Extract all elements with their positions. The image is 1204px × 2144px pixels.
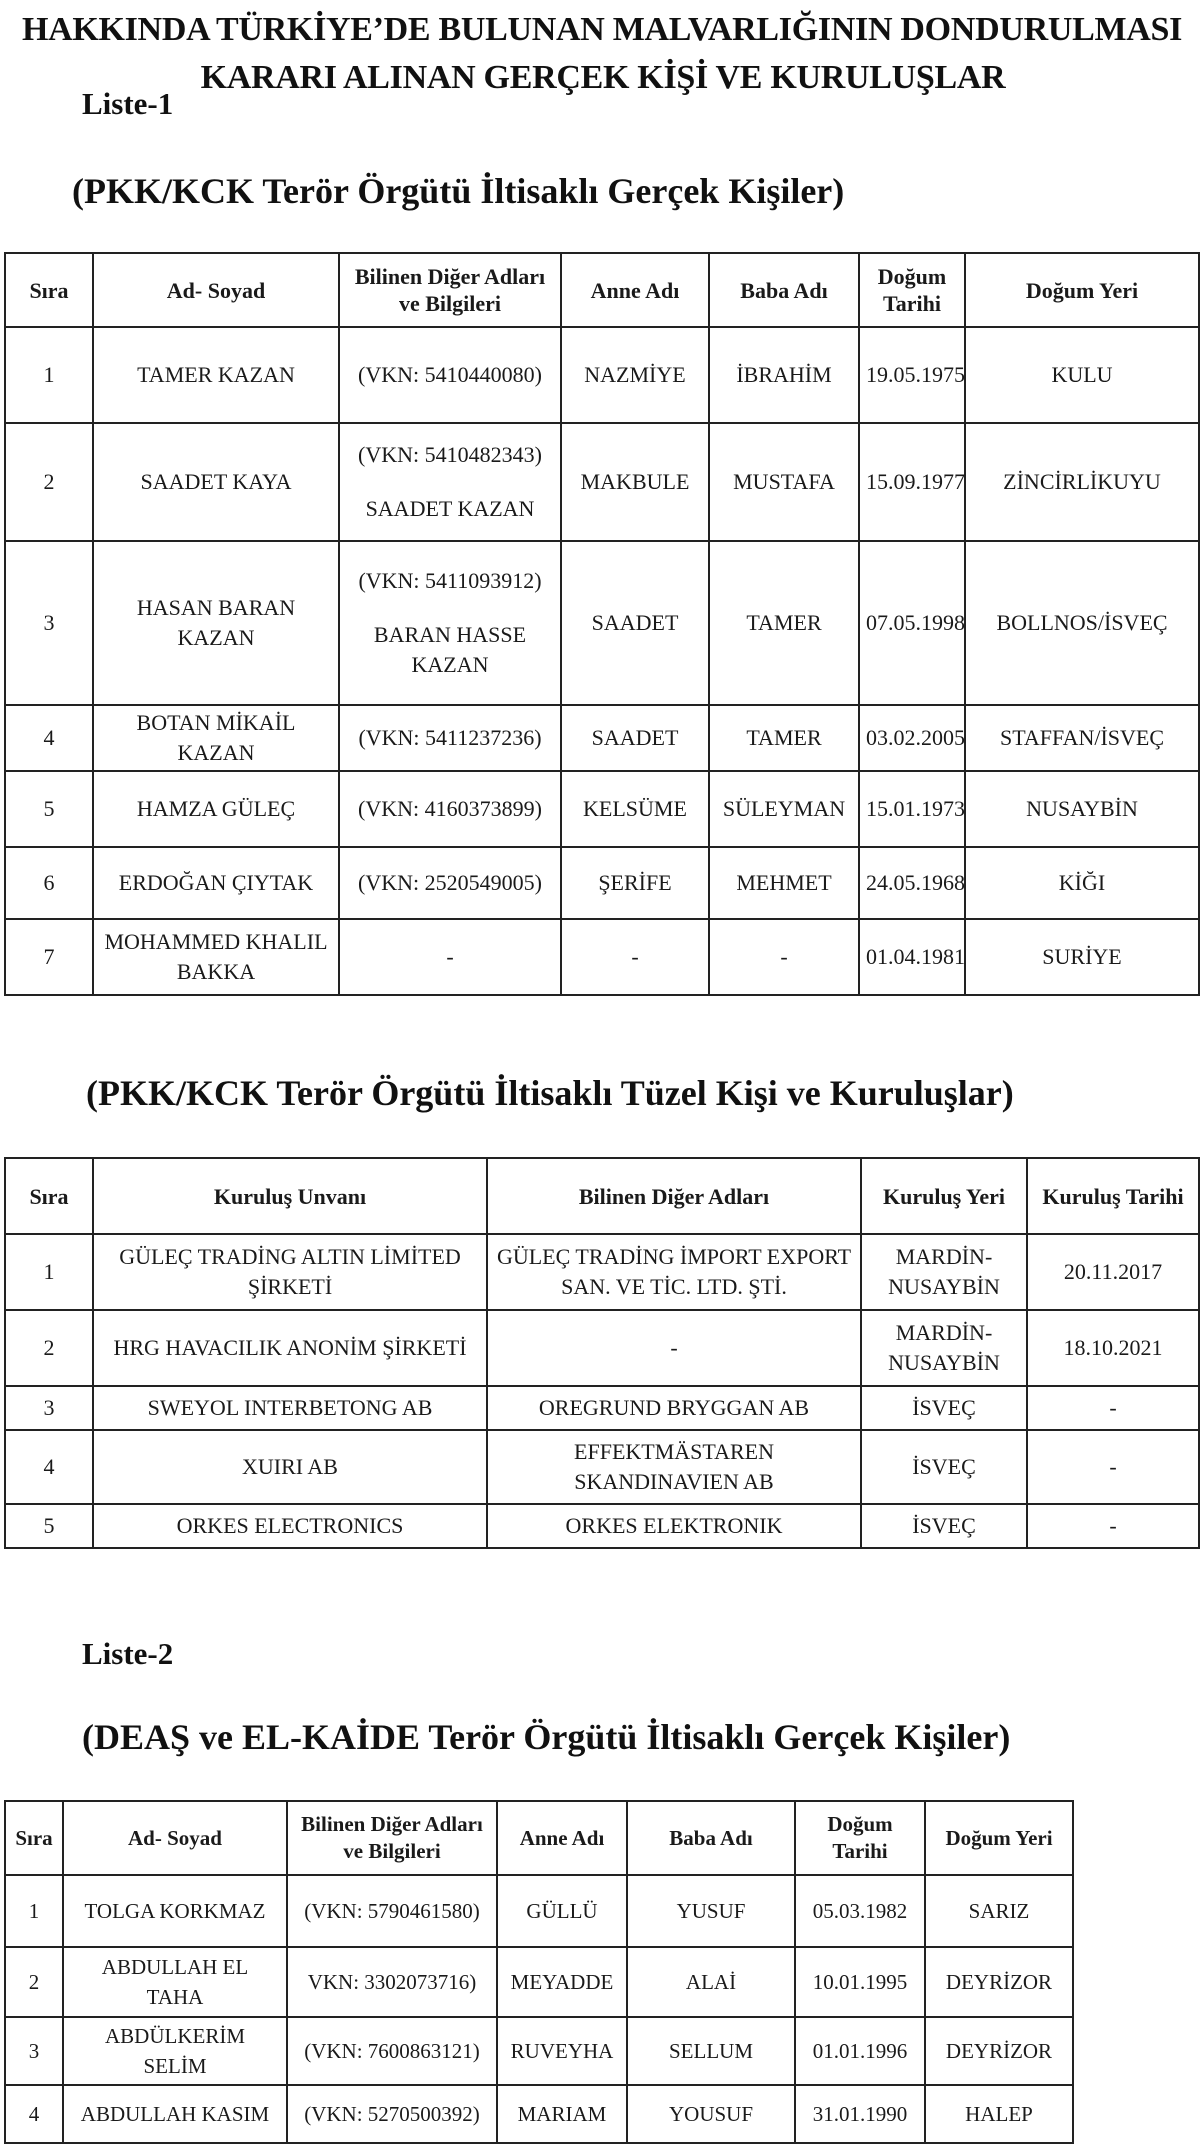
father-name: İBRAHİM <box>709 327 859 423</box>
row-number: 2 <box>5 1947 63 2017</box>
row-number: 5 <box>5 1504 93 1548</box>
col-header-place: Kuruluş Yeri <box>861 1158 1027 1234</box>
table-row <box>5 2085 1073 2143</box>
table-row <box>5 1430 1199 1504</box>
birth-place: DEYRİZOR <box>925 1947 1073 2017</box>
document-title-line-1: HAKKINDA TÜRKİYE’DE BULUNAN MALVARLIĞININ DONDURULMASI <box>21 11 1183 48</box>
persons-table-pkk <box>4 252 1200 996</box>
person-aliases-cell <box>339 541 561 705</box>
father-name: MEHMET <box>709 847 859 919</box>
row-number: 5 <box>5 771 93 847</box>
birth-date: 01.04.1981 <box>859 919 965 995</box>
col-header-sira: Sıra <box>5 1801 63 1875</box>
father-name: SÜLEYMAN <box>709 771 859 847</box>
col-header-aliases: Bilinen Diğer Adları ve Bilgileri <box>287 1801 497 1875</box>
birth-place: SARIZ <box>925 1875 1073 1947</box>
person-vkn: VKN: 3302073716) <box>287 1947 497 2017</box>
birth-place: HALEP <box>925 2085 1073 2143</box>
row-number: 7 <box>5 919 93 995</box>
birth-date: 31.01.1990 <box>795 2085 925 2143</box>
entity-date: - <box>1027 1430 1199 1504</box>
person-name: BOTAN MİKAİL KAZAN <box>93 705 339 771</box>
birth-place: SURİYE <box>965 919 1199 995</box>
birth-date: 15.09.1977 <box>859 423 965 541</box>
table-row <box>5 327 1199 423</box>
section-1-heading: (PKK/KCK Terör Örgütü İltisaklı Gerçek Kişiler) <box>72 171 845 211</box>
row-number: 1 <box>5 327 93 423</box>
entity-title: SWEYOL INTERBETONG AB <box>93 1386 487 1430</box>
father-name: TAMER <box>709 541 859 705</box>
person-vkn: (VKN: 5411237236) <box>339 705 561 771</box>
entity-place: MARDİN- NUSAYBİN <box>861 1234 1027 1310</box>
entity-place: MARDİN- NUSAYBİN <box>861 1310 1027 1386</box>
row-number: 4 <box>5 705 93 771</box>
col-header-name: Ad- Soyad <box>63 1801 287 1875</box>
list-2-label: Liste-2 <box>82 1636 174 1671</box>
person-vkn: (VKN: 7600863121) <box>287 2017 497 2085</box>
entity-title: GÜLEÇ TRADİNG ALTIN LİMİTED ŞİRKETİ <box>93 1234 487 1310</box>
col-header-mother: Anne Adı <box>497 1801 627 1875</box>
person-name: MOHAMMED KHALIL BAKKA <box>93 919 339 995</box>
person-name: TOLGA KORKMAZ <box>63 1875 287 1947</box>
mother-name: SAADET <box>561 705 709 771</box>
col-header-aliases: Bilinen Diğer Adları ve Bilgileri <box>339 253 561 327</box>
father-name: YOUSUF <box>627 2085 795 2143</box>
person-vkn: (VKN: 5790461580) <box>287 1875 497 1947</box>
person-vkn: (VKN: 5411093912) <box>358 568 542 593</box>
row-number: 6 <box>5 847 93 919</box>
entities-table-pkk <box>4 1157 1200 1549</box>
mother-name: MAKBULE <box>561 423 709 541</box>
col-header-pob: Doğum Yeri <box>925 1801 1073 1875</box>
entity-other-names: - <box>487 1310 861 1386</box>
person-vkn: (VKN: 5270500392) <box>287 2085 497 2143</box>
table-row <box>5 1875 1073 1947</box>
table-row <box>5 1234 1199 1310</box>
table-row <box>5 1947 1073 2017</box>
persons-table-deas <box>4 1800 1074 2144</box>
person-vkn: (VKN: 5410440080) <box>339 327 561 423</box>
col-header-name: Ad- Soyad <box>93 253 339 327</box>
birth-place: NUSAYBİN <box>965 771 1199 847</box>
father-name: ALAİ <box>627 1947 795 2017</box>
col-header-father: Baba Adı <box>627 1801 795 1875</box>
birth-date: 15.01.1973 <box>859 771 965 847</box>
document-title-line-2: KARARI ALINAN GERÇEK KİŞİ VE KURULUŞLAR <box>200 59 1006 96</box>
list-1-label: Liste-1 <box>82 86 174 121</box>
person-vkn: (VKN: 4160373899) <box>339 771 561 847</box>
col-header-father: Baba Adı <box>709 253 859 327</box>
mother-name: SAADET <box>561 541 709 705</box>
birth-place: KULU <box>965 327 1199 423</box>
birth-date: 24.05.1968 <box>859 847 965 919</box>
table-row <box>5 2017 1073 2085</box>
person-name: ABDULLAH EL TAHA <box>63 1947 287 2017</box>
col-header-sira: Sıra <box>5 253 93 327</box>
row-number: 4 <box>5 2085 63 2143</box>
person-name: TAMER KAZAN <box>93 327 339 423</box>
birth-date: 10.01.1995 <box>795 1947 925 2017</box>
father-name: YUSUF <box>627 1875 795 1947</box>
entity-other-names: ORKES ELEKTRONIK <box>487 1504 861 1548</box>
person-name: SAADET KAYA <box>93 423 339 541</box>
table-header-row <box>5 253 1199 327</box>
birth-date: 19.05.1975 <box>859 327 965 423</box>
birth-place: KİĞI <box>965 847 1199 919</box>
row-number: 2 <box>5 423 93 541</box>
mother-name: NAZMİYE <box>561 327 709 423</box>
col-header-entity-title: Kuruluş Unvanı <box>93 1158 487 1234</box>
table-row <box>5 423 1199 541</box>
table-row <box>5 919 1199 995</box>
mother-name: KELSÜME <box>561 771 709 847</box>
person-name: HAMZA GÜLEÇ <box>93 771 339 847</box>
table-row <box>5 771 1199 847</box>
entity-other-names: GÜLEÇ TRADİNG İMPORT EXPORT SAN. VE TİC. LTD. ŞTİ. <box>487 1234 861 1310</box>
col-header-other-names: Bilinen Diğer Adları <box>487 1158 861 1234</box>
table-row <box>5 1386 1199 1430</box>
person-alias: BARAN HASSE KAZAN <box>373 622 527 677</box>
row-number: 4 <box>5 1430 93 1504</box>
father-name: SELLUM <box>627 2017 795 2085</box>
birth-date: 03.02.2005 <box>859 705 965 771</box>
section-3-heading: (DEAŞ ve EL-KAİDE Terör Örgütü İltisaklı Gerçek Kişiler) <box>82 1717 1011 1757</box>
entity-title: XUIRI AB <box>93 1430 487 1504</box>
person-name: ABDÜLKERİM SELİM <box>63 2017 287 2085</box>
col-header-date: Kuruluş Tarihi <box>1027 1158 1199 1234</box>
birth-date: 01.01.1996 <box>795 2017 925 2085</box>
row-number: 1 <box>5 1875 63 1947</box>
person-name: ERDOĞAN ÇIYTAK <box>93 847 339 919</box>
table-row <box>5 541 1199 705</box>
table-row <box>5 705 1199 771</box>
col-header-pob: Doğum Yeri <box>965 253 1199 327</box>
entity-date: 20.11.2017 <box>1027 1234 1199 1310</box>
birth-place: STAFFAN/İSVEÇ <box>965 705 1199 771</box>
row-number: 3 <box>5 541 93 705</box>
col-header-dob: Doğum Tarihi <box>795 1801 925 1875</box>
mother-name: MARIAM <box>497 2085 627 2143</box>
mother-name: MEYADDE <box>497 1947 627 2017</box>
mother-name: RUVEYHA <box>497 2017 627 2085</box>
row-number: 3 <box>5 2017 63 2085</box>
table-header-row <box>5 1158 1199 1234</box>
birth-date: 05.03.1982 <box>795 1875 925 1947</box>
entity-other-names: OREGRUND BRYGGAN AB <box>487 1386 861 1430</box>
entity-title: HRG HAVACILIK ANONİM ŞİRKETİ <box>93 1310 487 1386</box>
mother-name: GÜLLÜ <box>497 1875 627 1947</box>
col-header-sira: Sıra <box>5 1158 93 1234</box>
person-name: HASAN BARAN KAZAN <box>93 541 339 705</box>
table-row <box>5 1310 1199 1386</box>
birth-place: DEYRİZOR <box>925 2017 1073 2085</box>
entity-place: İSVEÇ <box>861 1386 1027 1430</box>
entity-date: 18.10.2021 <box>1027 1310 1199 1386</box>
col-header-mother: Anne Adı <box>561 253 709 327</box>
entity-title: ORKES ELECTRONICS <box>93 1504 487 1548</box>
father-name: MUSTAFA <box>709 423 859 541</box>
person-vkn: (VKN: 5410482343) <box>358 442 542 467</box>
entity-date: - <box>1027 1386 1199 1430</box>
table-row <box>5 847 1199 919</box>
person-vkn: - <box>339 919 561 995</box>
table-header-row <box>5 1801 1073 1875</box>
row-number: 3 <box>5 1386 93 1430</box>
birth-date: 07.05.1998 <box>859 541 965 705</box>
section-2-heading: (PKK/KCK Terör Örgütü İltisaklı Tüzel Kişi ve Kuruluşlar) <box>86 1073 1014 1113</box>
birth-place: ZİNCİRLİKUYU <box>965 423 1199 541</box>
entity-place: İSVEÇ <box>861 1504 1027 1548</box>
person-vkn: (VKN: 2520549005) <box>339 847 561 919</box>
person-aliases-cell <box>339 423 561 541</box>
father-name: - <box>709 919 859 995</box>
row-number: 2 <box>5 1310 93 1386</box>
birth-place: BOLLNOS/İSVEÇ <box>965 541 1199 705</box>
mother-name: - <box>561 919 709 995</box>
mother-name: ŞERİFE <box>561 847 709 919</box>
father-name: TAMER <box>709 705 859 771</box>
row-number: 1 <box>5 1234 93 1310</box>
entity-place: İSVEÇ <box>861 1430 1027 1504</box>
table-row <box>5 1504 1199 1548</box>
entity-other-names: EFFEKTMÄSTAREN SKANDINAVIEN AB <box>487 1430 861 1504</box>
entity-date: - <box>1027 1504 1199 1548</box>
person-alias: SAADET KAZAN <box>365 496 535 521</box>
col-header-dob: Doğum Tarihi <box>859 253 965 327</box>
person-name: ABDULLAH KASIM <box>63 2085 287 2143</box>
